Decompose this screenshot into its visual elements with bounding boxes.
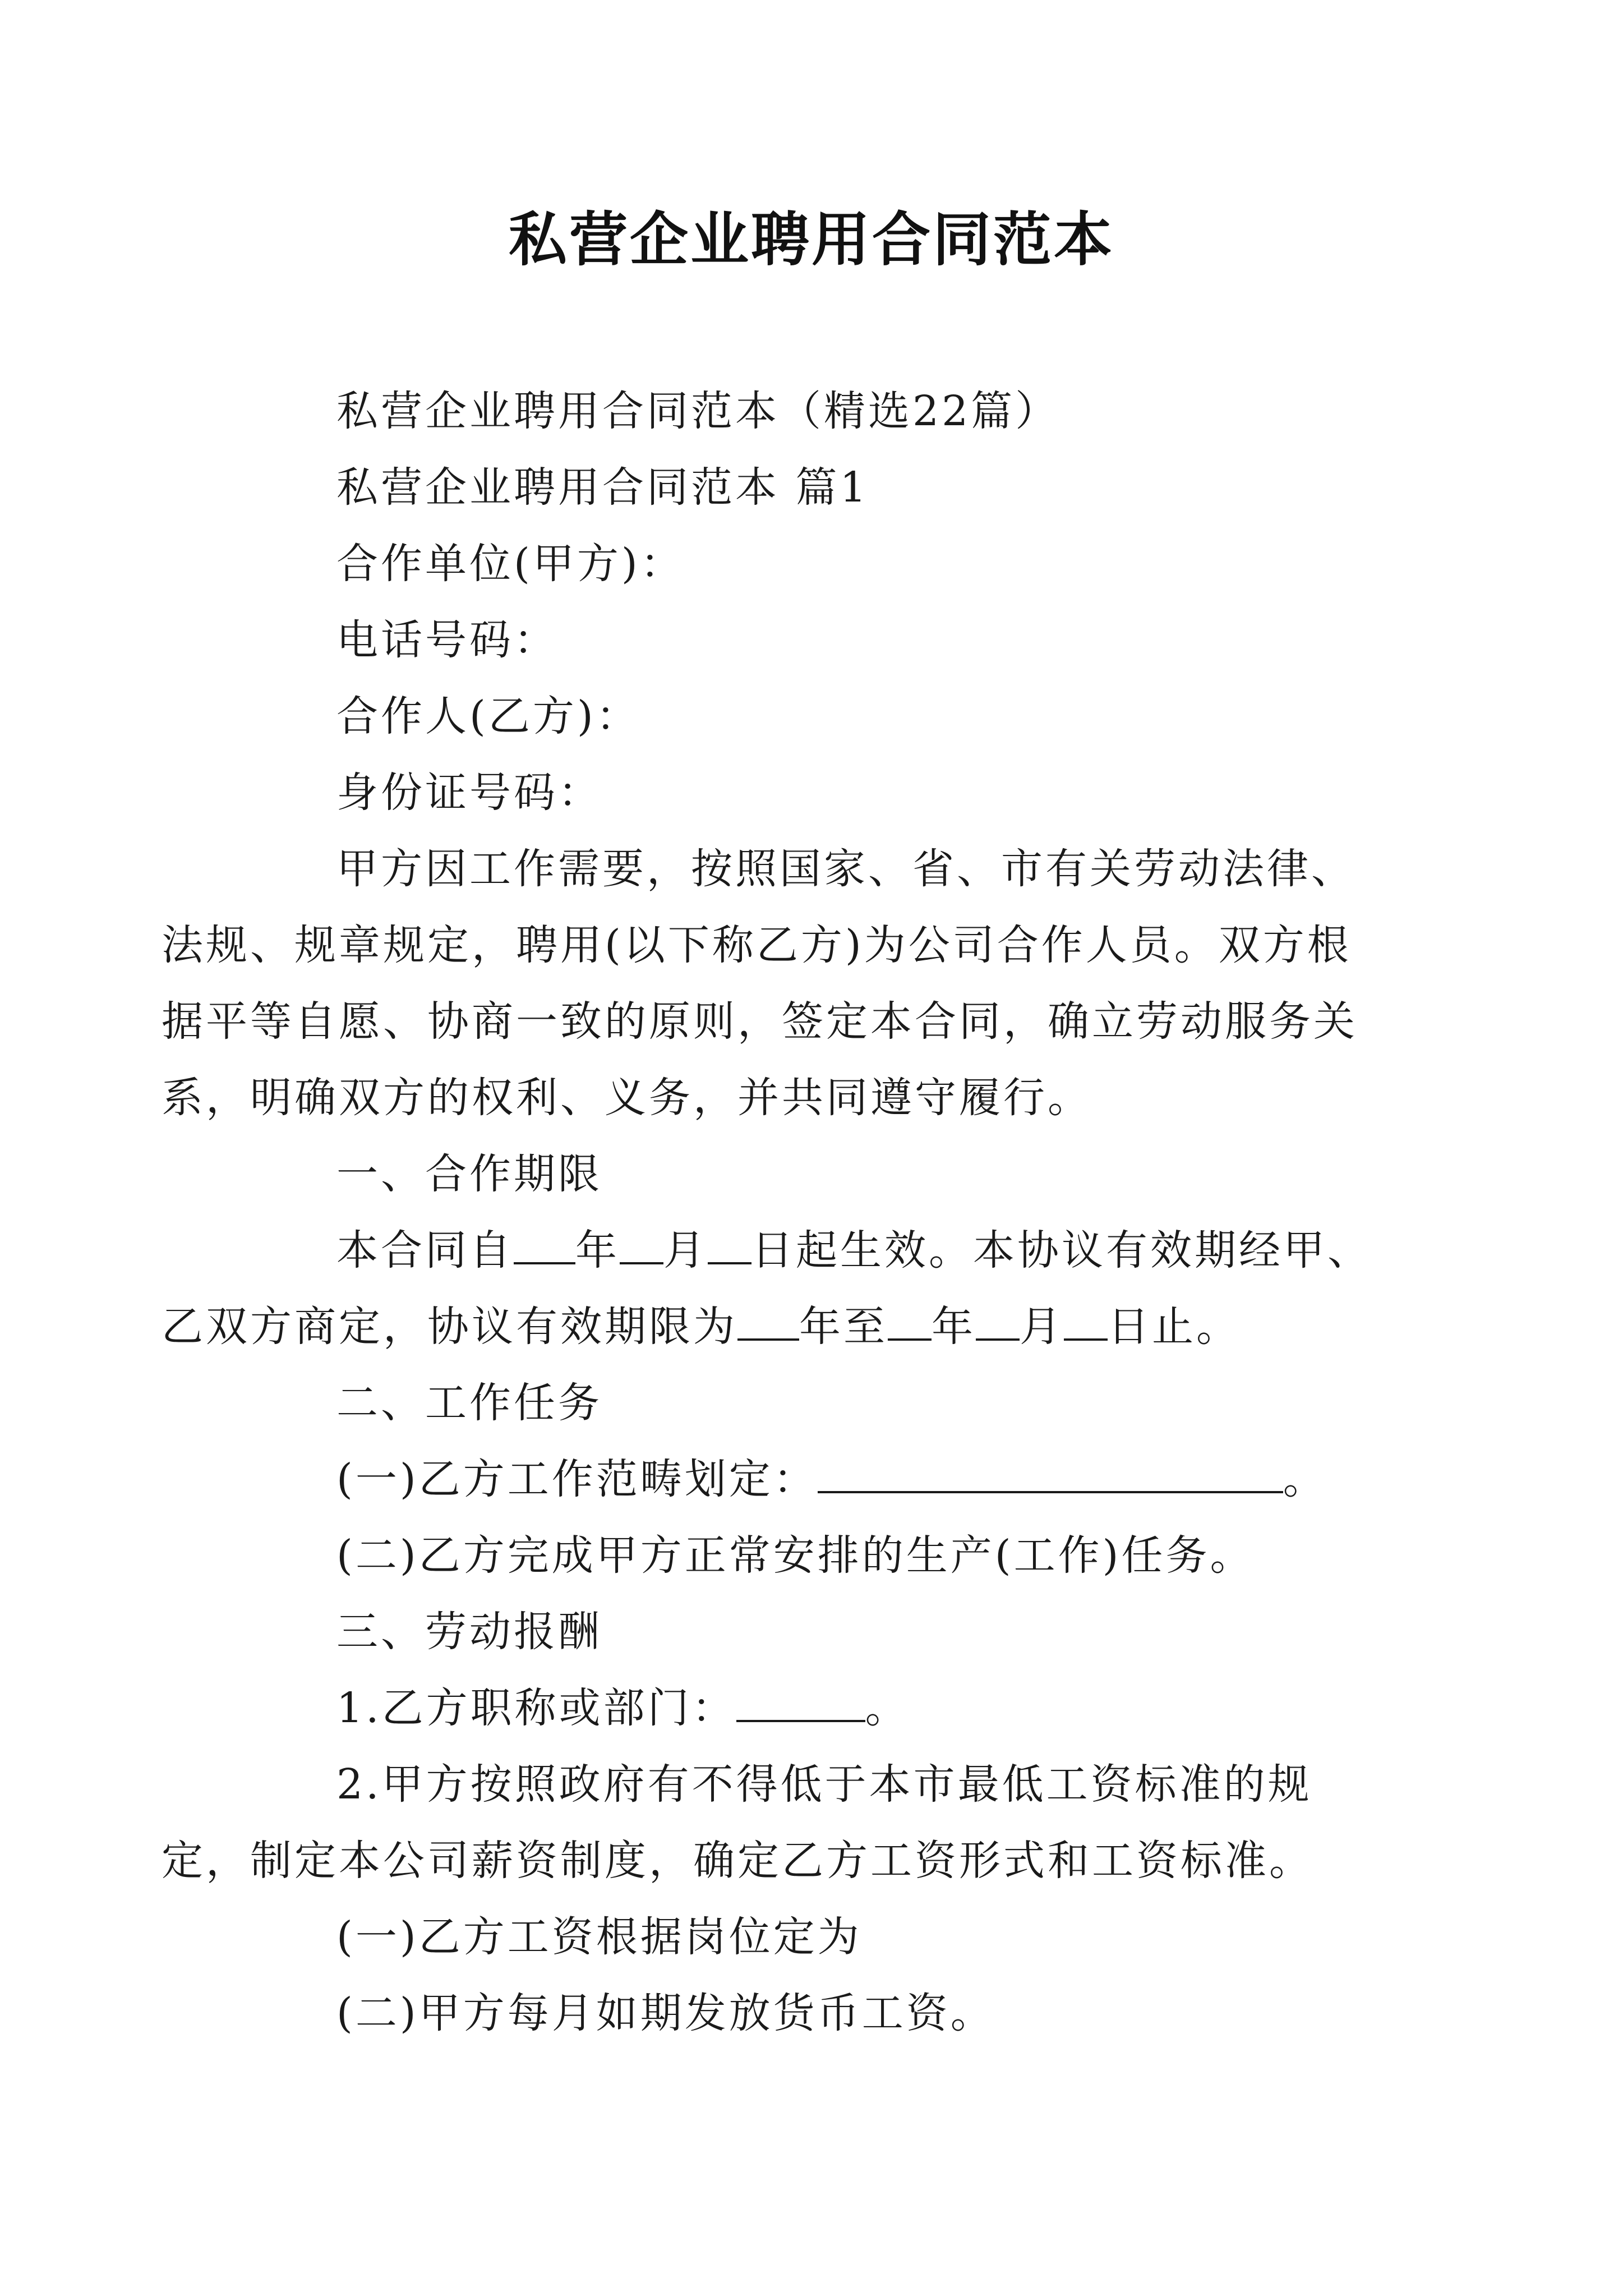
term-text-7: 月 — [1020, 1303, 1064, 1351]
term-text-1: 本合同自 — [336, 1226, 514, 1274]
paragraph-preamble: 甲方因工作需要，按照国家、省、市有关劳动法律、法规、规章规定，聘用(以下称乙方)为公司合作人员。双方根据平等自愿、协商一致的原则，签定本合同，确立劳动服务关系，明确双方的权利、义务，并共同遵守履行。 — [162, 845, 1358, 1122]
term-text-3: 月 — [663, 1226, 708, 1274]
paragraph-article-heading: 私营企业聘用合同范本 篇1 — [336, 463, 869, 512]
task-1-end: 。 — [1283, 1455, 1327, 1503]
blank-title-department — [736, 1686, 865, 1722]
paragraph-party-a: 合作单位(甲方)： — [336, 540, 685, 588]
blank-work-scope — [818, 1457, 1283, 1493]
task-1-text: (一)乙方工作范畴划定： — [336, 1455, 818, 1503]
paragraph-pay-2-1: (一)乙方工资根据岗位定为 — [336, 1913, 862, 1961]
paragraph-pay-2-2: (二)甲方每月如期发放货币工资。 — [336, 1989, 995, 2037]
paragraph-party-b: 合作人(乙方)： — [336, 692, 640, 740]
term-text-8: 日止。 — [1108, 1303, 1241, 1351]
blank-start-month — [620, 1228, 663, 1264]
paragraph-phone: 电话号码： — [336, 616, 558, 664]
section-heading-pay: 三、劳动报酬 — [336, 1608, 602, 1656]
paragraph-pay-1 — [249, 1670, 1393, 1746]
paragraph-task-2: (二)乙方完成甲方正常安排的生产(工作)任务。 — [336, 1531, 1255, 1580]
blank-start-day — [708, 1228, 751, 1264]
blank-end-month — [976, 1305, 1020, 1341]
blank-end-year-count — [737, 1305, 799, 1341]
document-title: 私营企业聘用合同范本 — [508, 205, 1114, 274]
paragraph-pay-2: 2.甲方按照政府有不得低于本市最低工资标准的规定，制定本公司薪资制度，确定乙方工资形式和工资标准。 — [162, 1760, 1313, 1885]
term-text-4: 日起生效。本协议有效期经甲、乙双方商定，协议有效期限为 — [162, 1226, 1372, 1351]
blank-end-year — [888, 1305, 932, 1341]
blank-end-day — [1064, 1305, 1108, 1341]
term-text-6: 年 — [932, 1303, 976, 1351]
term-text-2: 年 — [575, 1226, 620, 1274]
term-text-5: 年至 — [799, 1303, 888, 1351]
section-heading-tasks: 二、工作任务 — [336, 1379, 602, 1427]
section-heading-term: 一、合作期限 — [336, 1150, 602, 1198]
blank-start-year — [514, 1228, 575, 1264]
pay-1-end: 。 — [865, 1684, 910, 1732]
paragraph-id-number: 身份证号码： — [336, 769, 602, 817]
paragraph-task-1 — [249, 1441, 1393, 1517]
pay-1-text: 1.乙方职称或部门： — [336, 1684, 736, 1732]
paragraph-subtitle: 私营企业聘用合同范本（精选22篇） — [336, 387, 1060, 435]
document-body — [162, 373, 1393, 2051]
paragraph-term-clause — [162, 1212, 1393, 1365]
